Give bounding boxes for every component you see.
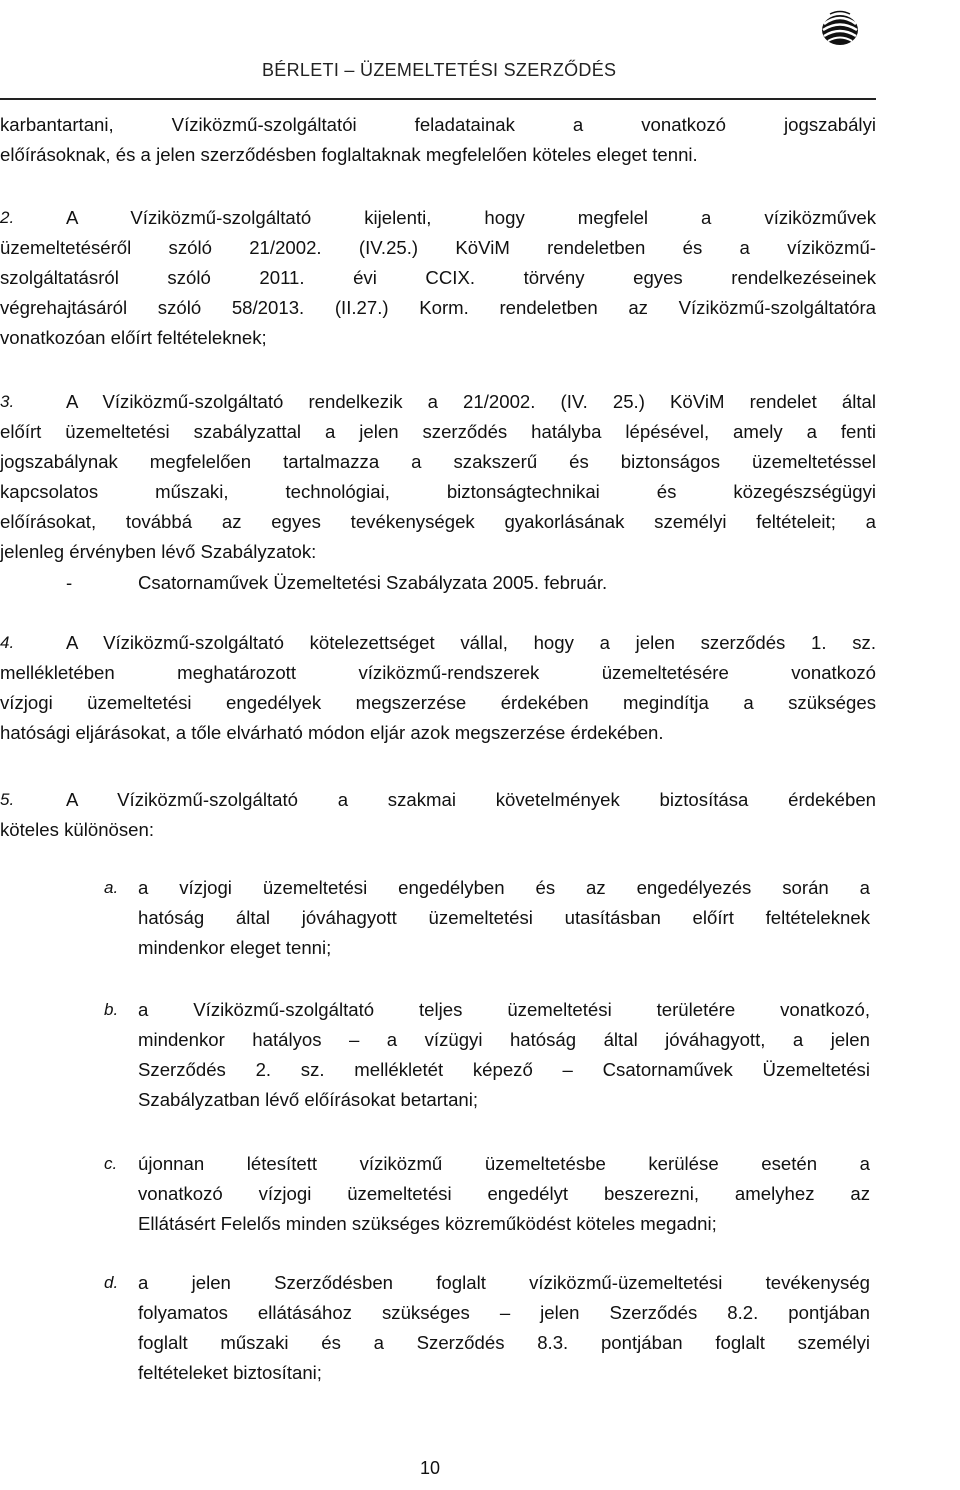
section-number: 4. (0, 633, 15, 652)
paragraph-line: hatóság által jóváhagyott üzemeltetési utasításban előírt feltételeknek (138, 907, 870, 928)
paragraph-line: előírásoknak, és a jelen szerződésben foglaltaknak megfelelően köteles eleget tenni. (0, 144, 698, 165)
paragraph-line: a Víziközmű-szolgáltató teljes üzemeltetési területére vonatkozó, (138, 999, 870, 1020)
document-header-title: BÉRLETI – ÜZEMELTETÉSI SZERZŐDÉS (262, 60, 617, 80)
section-2-paragraph (0, 203, 876, 353)
paragraph-line: A Víziközmű-szolgáltató a szakmai követelmények biztosítása érdekében (66, 789, 876, 810)
paragraph-line: mellékletében meghatározott víziközmű-rendszerek üzemeltetésére vonatkozó (0, 662, 876, 683)
paragraph-line: folyamatos ellátásához szükséges – jelen Szerződés 8.2. pontjában (138, 1302, 870, 1323)
paragraph-line: vízjogi üzemeltetési engedélyek megszerzése érdekében megindítja a szükséges (0, 692, 876, 713)
section-3-paragraph (0, 387, 876, 567)
paragraph-line: a jelen Szerződésben foglalt víziközmű-üzemeltetési tevékenység (138, 1272, 870, 1293)
paragraph-line: A Víziközmű-szolgáltató rendelkezik a 21/2002. (IV. 25.) KöViM rendelet által (66, 391, 876, 412)
list-item-c (138, 1149, 870, 1239)
section-4-paragraph (0, 628, 876, 748)
paragraph-line: jogszabálynak megfelelően tartalmazza a szakszerű és biztonságos üzemeltetéssel (0, 451, 876, 472)
intro-paragraph (0, 110, 876, 170)
paragraph-line: mindenkor eleget tenni; (138, 937, 332, 958)
list-item-letter: d. (104, 1273, 119, 1292)
paragraph-line: üzemeltetéséről szóló 21/2002. (IV.25.) KöViM rendeletben és a víziközmű- (0, 237, 876, 258)
paragraph-line: köteles különösen: (0, 819, 155, 840)
list-item-d (138, 1268, 870, 1388)
page-number: 10 (420, 1458, 441, 1478)
paragraph-line: Ellátásért Felelős minden szükséges közreműködést köteles megadni; (138, 1213, 717, 1234)
paragraph-line: szolgáltatásról szóló 2011. évi CCIX. törvény egyes rendelkezéseinek (0, 267, 876, 288)
paragraph-line: foglalt műszaki és a Szerződés 8.3. pontjában foglalt személyi (138, 1332, 870, 1353)
paragraph-line: feltételeket biztosítani; (138, 1362, 322, 1383)
paragraph-line: a vízjogi üzemeltetési engedélyben és az engedélyezés során a (138, 877, 870, 898)
list-item-letter: b. (104, 1000, 119, 1019)
list-dash: - (66, 572, 73, 593)
section-number: 5. (0, 790, 15, 809)
section-number: 3. (0, 392, 15, 411)
paragraph-line: előírt üzemeltetési szabályzattal a jelen szerződés hatályba lépésével, amely a fenti (0, 421, 876, 442)
section-5-paragraph (0, 785, 876, 845)
paragraph-line: végrehajtásáról szóló 58/2013. (II.27.) Korm. rendeletben az Víziközmű-szolgáltatóra (0, 297, 876, 318)
list-item-b (138, 995, 870, 1115)
header-divider (0, 98, 876, 100)
paragraph-line: kapcsolatos műszaki, technológiai, biztonságtechnikai és közegészségügyi (0, 481, 876, 502)
regulation-list-item (66, 568, 766, 598)
paragraph-line: hatósági eljárásokat, a tőle elvárható módon eljár azok megszerzése érdekében. (0, 722, 664, 743)
paragraph-line: vonatkozó vízjogi üzemeltetési engedélyt beszerezni, amelyhez az (138, 1183, 870, 1204)
paragraph-line: újonnan létesített víziközmű üzemeltetésbe kerülése esetén a (138, 1153, 870, 1174)
paragraph-line: mindenkor hatályos – a vízügyi hatóság által jóváhagyott, a jelen (138, 1029, 870, 1050)
paragraph-line: A Víziközmű-szolgáltató kijelenti, hogy megfelel a víziközművek (66, 207, 876, 228)
paragraph-line: jelenleg érvényben lévő Szabályzatok: (0, 541, 317, 562)
list-item-text: Csatornaművek Üzemeltetési Szabályzata 2005. február. (138, 572, 608, 593)
paragraph-line: vonatkozóan előírt feltételeknek; (0, 327, 267, 348)
paragraph-line: Szerződés 2. sz. mellékletét képező – Csatornaművek Üzemeltetési (138, 1059, 870, 1080)
paragraph-line: előírásokat, továbbá az egyes tevékenységek gyakorlásának személyi feltételeit; a (0, 511, 876, 532)
paragraph-line: Szabályzatban lévő előírásokat betartani; (138, 1089, 479, 1110)
list-item-letter: c. (104, 1154, 118, 1173)
section-number: 2. (0, 208, 15, 227)
list-item-a (138, 873, 870, 963)
paragraph-line: A Víziközmű-szolgáltató kötelezettséget vállal, hogy a jelen szerződés 1. sz. (66, 632, 876, 653)
paragraph-line: karbantartani, Víziközmű-szolgáltatói feladatainak a vonatkozó jogszabályi (0, 114, 876, 135)
company-logo-icon (810, 8, 866, 50)
list-item-letter: a. (104, 878, 119, 897)
